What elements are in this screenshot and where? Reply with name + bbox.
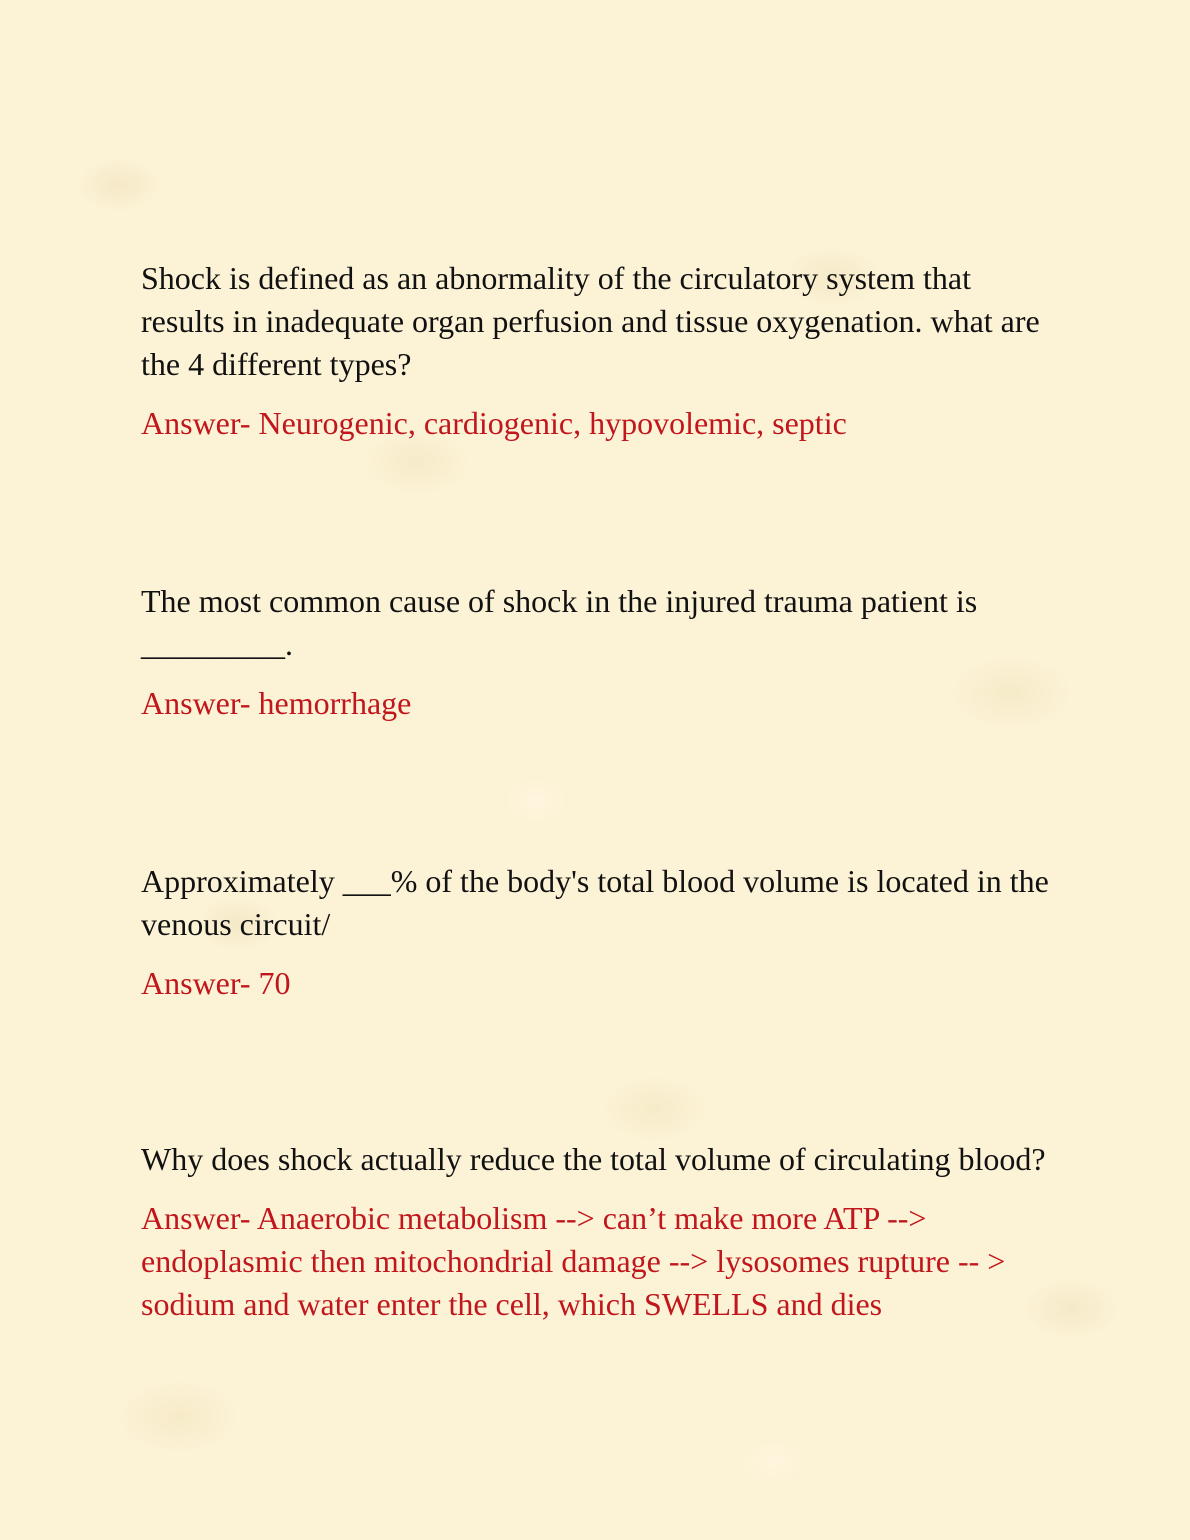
answer-text: Answer- Neurogenic, cardiogenic, hypovolemic, septic <box>141 405 847 441</box>
question-text: Why does shock actually reduce the total volume of circulating blood? <box>141 1141 1046 1177</box>
answer-text: Answer- 70 <box>141 965 291 1001</box>
question-text: Shock is defined as an abnormality of the circulatory system that results in inadequate organ perfusion and tissue oxygenation. what are the 4 different types? <box>141 260 1040 382</box>
answer-text: Answer- Anaerobic metabolism --> can’t make more ATP --> endoplasmic then mitochondrial damage --> lysosomes rupture -- > sodium and water enter the cell, which SWELLS and dies <box>141 1200 1006 1322</box>
question-text: Approximately ___% of the body's total blood volume is located in the venous circuit/ <box>141 863 1049 942</box>
qa-item <box>141 1138 1061 1326</box>
answer-text: Answer- hemorrhage <box>141 685 412 721</box>
question-text: The most common cause of shock in the injured trauma patient is _________. <box>141 583 978 662</box>
qa-item <box>141 257 1061 445</box>
qa-item <box>141 580 1061 725</box>
qa-item <box>141 860 1061 1005</box>
